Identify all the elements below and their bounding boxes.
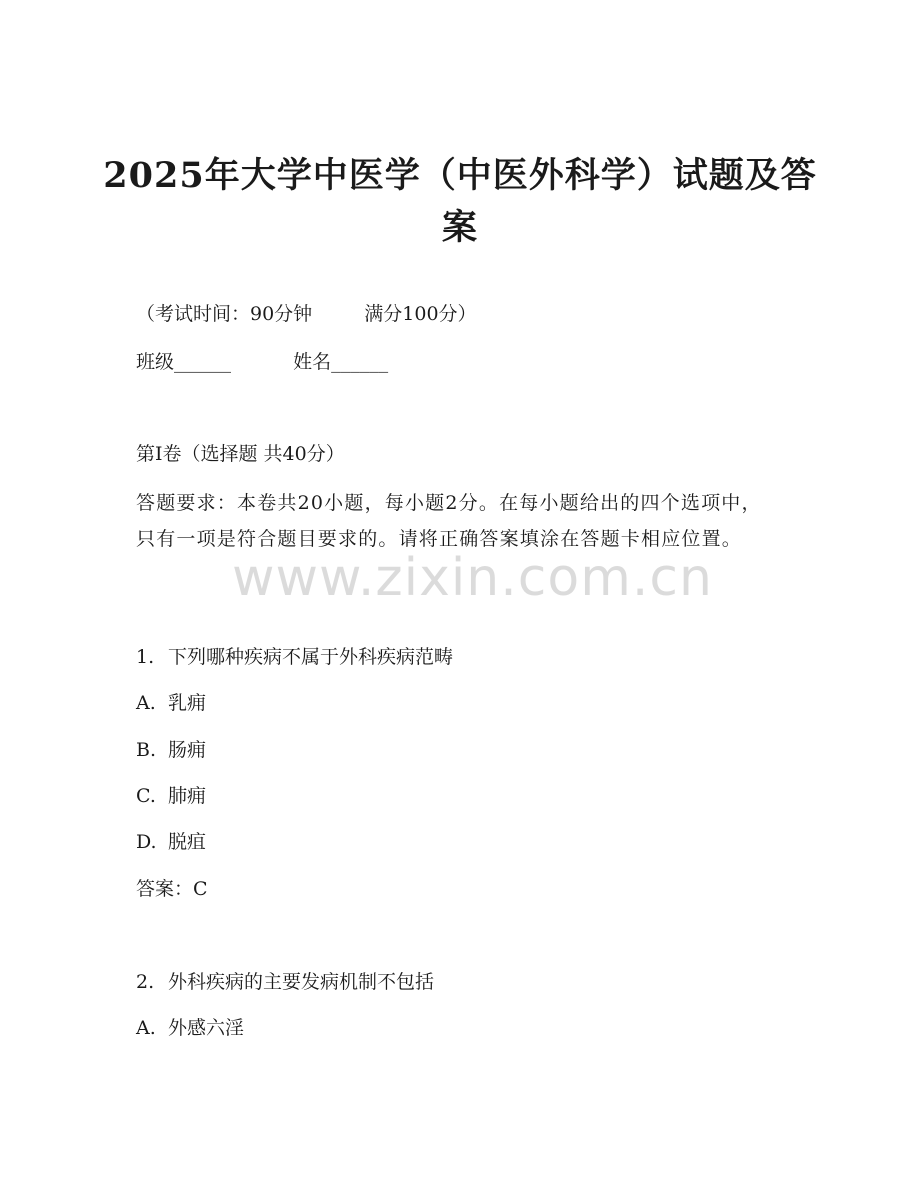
student-info <box>136 350 388 374</box>
name-field: 姓名______ <box>293 351 389 373</box>
option-letter: A. <box>136 692 156 714</box>
section-instructions: 答题要求：本卷共20小题，每小题2分。在每小题给出的四个选项中，只有一项是符合题目要求的。请将正确答案填涂在答题卡相应位置。 <box>136 492 762 550</box>
document-title: 2025年大学中医学（中医外科学）试题及答案 <box>103 155 817 248</box>
option-text: 肺痈 <box>168 785 207 807</box>
exam-info <box>136 302 477 326</box>
option-letter: A. <box>136 1017 156 1039</box>
exam-score: 满分100分） <box>364 303 477 325</box>
question-text: 外科疾病的主要发病机制不包括 <box>168 971 435 993</box>
option-text: 脱疽 <box>168 831 207 853</box>
option-text: 肠痈 <box>168 739 207 761</box>
option-item <box>136 830 206 854</box>
option-item <box>136 738 206 762</box>
option-letter: B. <box>136 739 157 761</box>
question-2 <box>136 970 434 994</box>
watermark: www.zixin.com.cn <box>232 548 713 608</box>
option-text: 乳痈 <box>168 692 207 714</box>
option-item <box>136 784 206 808</box>
section-heading: 第I卷（选择题 共40分） <box>136 443 345 465</box>
option-text: 外感六淫 <box>168 1017 245 1039</box>
question-number: 1. <box>136 646 155 668</box>
question-number: 2. <box>136 971 155 993</box>
option-item <box>136 691 206 715</box>
option-item <box>136 1016 244 1040</box>
exam-time: （考试时间：90分钟 <box>136 303 313 325</box>
option-letter: D. <box>136 831 157 853</box>
question-text: 下列哪种疾病不属于外科疾病范畴 <box>168 646 454 668</box>
class-field: 班级______ <box>136 351 232 373</box>
option-letter: C. <box>136 785 156 807</box>
question-1 <box>136 645 453 669</box>
answer-line: 答案：C <box>136 878 208 900</box>
